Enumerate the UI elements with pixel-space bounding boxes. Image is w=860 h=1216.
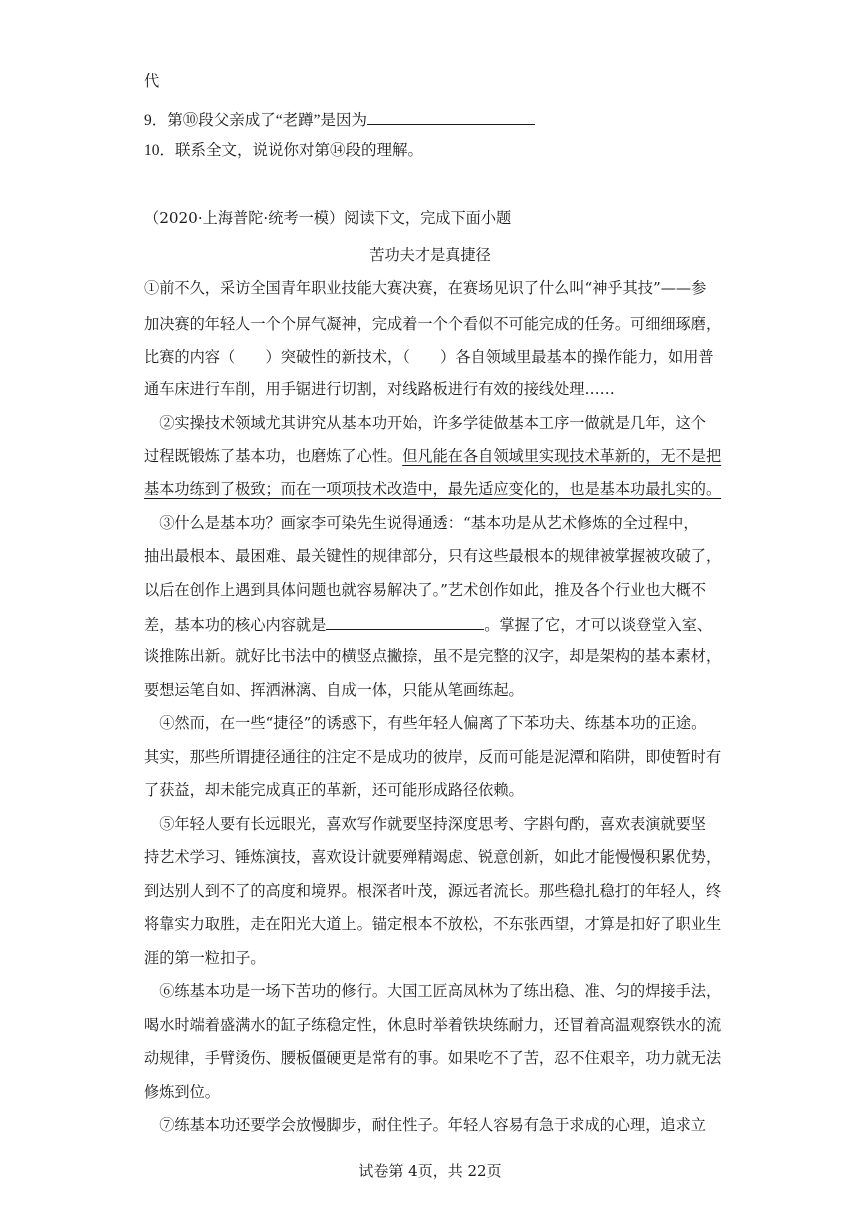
paragraph-6-line: 修炼到位。 xyxy=(144,1083,220,1101)
paragraph-2-line: ②实操技术领域尤其讲究从基本功开始，许多学徒做基本工序一做就是几年，这个 xyxy=(144,414,706,432)
paragraph-1-line: 通车床进行车削，用手锯进行切割，对线路板进行有效的接线处理…… xyxy=(144,380,615,398)
answer-blank-core-content[interactable] xyxy=(326,613,484,630)
article-title: 苦功夫才是真捷径 xyxy=(369,246,491,264)
paragraph-5-line: 持艺术学习、锤炼演技，喜欢设计就要殚精竭虑、锐意创新，如此才能慢慢积累优势， xyxy=(144,848,722,866)
paragraph-3-line: ③什么是基本功？画家李可染先生说得通透：“基本功是从艺术修炼的全过程中， xyxy=(144,514,699,532)
answer-blank-q9[interactable] xyxy=(367,108,535,125)
paragraph-2-text: 过程既锻炼了基本功，也磨炼了心性。 xyxy=(144,447,403,465)
paragraph-3-text: 差，基本功的核心内容就是 xyxy=(144,616,327,634)
paragraph-6-line: 喝水时端着盛满水的缸子练稳定性，休息时举着铁块练耐力，还冒着高温观察铁水的流 xyxy=(144,1016,722,1034)
source-label: （2020·上海普陀·统考一模）阅读下文，完成下面小题 xyxy=(144,209,512,227)
page-footer: 试卷第 4页，共 22页 xyxy=(358,1162,502,1180)
underlined-sentence: 基本功练到了极致；而在一项项技术改造中，最先适应变化的，也是基本功最扎实的。 xyxy=(144,480,722,498)
paragraph-1-line: 比赛的内容（ ）突破性的新技术，（ ）各自领域里最基本的操作能力，如用普 xyxy=(144,348,714,366)
paragraph-4-line: 了获益，却未能完成真正的革新，还可能形成路径依赖。 xyxy=(144,781,524,799)
paragraph-6-line: ⑥练基本功是一场下苦功的修行。大国工匠高凤林为了练出稳、准、匀的焊接手法， xyxy=(144,982,722,1000)
question-9-text: 9．第⑩段父亲成了“老蹲”是因为 xyxy=(144,112,368,129)
paragraph-1-line: ①前不久，采访全国青年职业技能大赛决赛，在赛场见识了什么叫“神乎其技”——参 xyxy=(144,279,707,297)
paragraph-7-line: ⑦练基本功还要学会放慢脚步，耐住性子。年轻人容易有急于求成的心理，追求立 xyxy=(144,1116,706,1134)
underlined-sentence: 但凡能在各自领域里实现技术革新的，无不是把 xyxy=(402,447,722,465)
paragraph-3-line: 要想运笔自如、挥洒淋漓、自成一体，只能从笔画练起。 xyxy=(144,681,524,699)
paragraph-2-line xyxy=(144,446,721,466)
carry-over-text: 代 xyxy=(144,72,160,90)
paragraph-5-line: 将靠实力取胜，走在阳光大道上。锚定根本不放松，不东张西望，才算是扣好了职业生 xyxy=(144,915,722,933)
paragraph-5-line: ⑤年轻人要有长远眼光，喜欢写作就要坚持深度思考、字斟句酌，喜欢表演就要坚 xyxy=(144,815,706,833)
paragraph-6-line: 动规律，手臂烫伤、腰板僵硬更是常有的事。如果吃不了苦，忍不住艰辛，功力就无法 xyxy=(144,1049,722,1067)
paragraph-3-line: 抽出最根本、最困难、最关键性的规律部分，只有这些最根本的规律被掌握被攻破了， xyxy=(144,547,722,565)
paragraph-3-line: 以后在创作上遇到具体问题也就容易解决了。”艺术创作如此，推及各个行业也大概不 xyxy=(144,581,707,599)
paragraph-3-text: 。掌握了它，才可以谈登堂入室、 xyxy=(484,616,713,634)
paragraph-5-line: 到达别人到不了的高度和境界。根深者叶茂，源远者流长。那些稳扎稳打的年轻人，终 xyxy=(144,882,722,900)
question-10: 10．联系全文，说说你对第⑭段的理解。 xyxy=(144,142,424,159)
paragraph-4-line: ④然而，在一些“捷径”的诱惑下，有些年轻人偏离了下苯功夫、练基本功的正途。 xyxy=(144,714,707,732)
paragraph-5-line: 涯的第一粒扣子。 xyxy=(144,949,266,967)
paragraph-4-line: 其实，那些所谓捷径通往的注定不是成功的彼岸，反而可能是泥潭和陷阱，即使暂时有 xyxy=(144,748,722,766)
question-9 xyxy=(144,108,535,131)
paragraph-3-line xyxy=(144,613,712,635)
paragraph-3-line: 谈推陈出新。就好比书法中的横竖点撇捺，虽不是完整的汉字，却是架构的基本素材， xyxy=(144,647,722,665)
paragraph-1-line: 加决赛的年轻人一个个屏气凝神，完成着一个个看似不可能完成的任务。可细细琢磨， xyxy=(144,315,722,333)
